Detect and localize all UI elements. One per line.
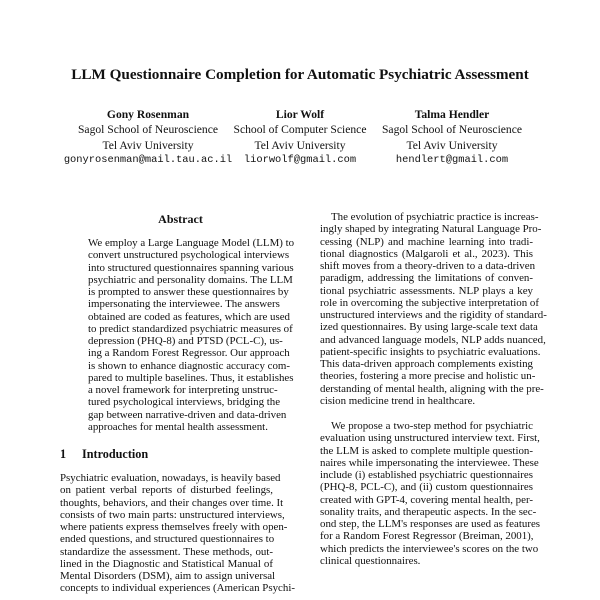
text-line: to predict standardized psychiatric measures of [88, 322, 293, 335]
text-line: Psychiatric evaluation, nowadays, is heavily based [60, 472, 281, 484]
text-line: unstructured interviews and the rigidity of standard- [320, 309, 547, 321]
text-line: cessing (NLP) and machine learning into tradi- [320, 235, 533, 248]
text-line: where patients express themselves freely with open- [60, 521, 288, 533]
text-line: and advanced language models, NLP adds nuanced, [320, 333, 546, 346]
text-line: clinical questionnaires. [320, 554, 421, 567]
text-line: (PHQ-8, PCL-C), and (ii) custom questionnaires [320, 481, 533, 494]
text-line: paradigm, addressing the limitations of conven- [320, 272, 533, 285]
abstract-heading: Abstract [158, 212, 203, 226]
text-line: consists of two main parts: unstructured interviews, [60, 508, 285, 521]
text-line: which predicts the interviewee's scores on the two [320, 542, 539, 555]
text-line: standardize the assessment. These methods, out- [60, 545, 273, 558]
author-name: Lior Wolf [275, 108, 325, 121]
text-line: is prompted to answer these questionnaires by [88, 286, 289, 298]
text-line: Mental Disorders (DSM), aim to assign universal [60, 570, 276, 582]
author-name: Talma Hendler [414, 108, 490, 121]
text-line: approaches for mental health assessment. [88, 420, 268, 433]
text-line: include (i) established psychiatric questionnaires [320, 469, 533, 481]
text-line: ingly shaped by integrating Natural Language Pro- [320, 223, 542, 236]
author-university: Tel Aviv University [254, 138, 346, 152]
text-line: pared to multiple baselines. Thus, it establishes [88, 371, 294, 384]
text-line: evaluation using unstructured interview text. First, [320, 432, 540, 445]
text-line: sonality traits, and therapeutic aspects. In the sec- [320, 505, 537, 518]
author-university: Tel Aviv University [406, 138, 498, 152]
abstract-body [88, 237, 295, 433]
text-line: thoughts, behaviors, and their changes over time. It [60, 496, 284, 509]
text-line: gap between narrative-driven and data-driven [88, 408, 287, 421]
author-university: Tel Aviv University [102, 138, 194, 152]
intro-right-paragraph-2 [320, 420, 541, 567]
text-line: for a Random Forest Regressor (Breiman, 2001), [320, 530, 534, 543]
text-line: patient-specific insights to psychiatric evaluations. [320, 345, 541, 358]
section-heading-introduction [60, 447, 148, 462]
text-line: cision medicine trend in healthcare. [320, 394, 476, 407]
text-line: a novel framework for interpreting unstruc- [88, 384, 278, 396]
section-number: 1 [60, 447, 67, 461]
section-title: Introduction [82, 447, 149, 461]
author-email[interactable]: hendlert@gmail.com [395, 153, 509, 166]
intro-left-paragraph [60, 472, 295, 595]
text-line: We employ a Large Language Model (LLM) to [88, 237, 295, 249]
text-line: The evolution of psychiatric practice is increas- [331, 211, 539, 223]
text-line: ond step, the LLM's responses are used as features [320, 518, 541, 530]
text-line: on patient verbal reports of disturbed feelings, [60, 484, 273, 497]
text-line: is shown to enhance diagnostic accuracy com- [88, 359, 291, 372]
text-line: shift moves from a theory-driven to a data-driven [320, 260, 536, 272]
text-line: naires while impersonating the interviewee. These [320, 456, 539, 469]
text-line: derstanding of mental health, aligning with the pre- [320, 382, 544, 395]
text-line: psychiatric and personality domains. The LLM [88, 273, 293, 286]
text-line: obtained are coded as features, which are used [88, 310, 290, 323]
text-line: tional diagnostics (Malgaroli et al., 2023). This [320, 247, 533, 260]
text-line: role in overcoming the subjective interpretation of [320, 296, 539, 309]
paper-title: LLM Questionnaire Completion for Automatic Psychiatric Assessment [71, 66, 529, 83]
text-line: impersonating the interviewee. The answers [88, 298, 280, 311]
author-affiliation: School of Computer Science [233, 123, 367, 137]
author-email[interactable]: gonyrosenman@mail.tau.ac.il [63, 153, 233, 166]
text-line: the LLM is asked to complete multiple question- [320, 444, 533, 457]
text-line: concepts to individual experiences (American Psychi- [60, 582, 295, 595]
text-line: convert unstructured psychological interviews [88, 249, 290, 262]
text-line: ing a Random Forest Regressor. Our approach [88, 347, 290, 360]
text-line: ended questions, and structured questionnaires to [60, 533, 275, 546]
author-block [362, 107, 542, 168]
text-line: We propose a two-step method for psychiatric [331, 420, 533, 432]
text-line: into structured questionnaires spanning various [88, 261, 294, 274]
text-line: created with GPT-4, covering mental health, per- [320, 493, 533, 506]
author-name: Gony Rosenman [106, 108, 190, 121]
author-email[interactable]: liorwolf@gmail.com [243, 153, 357, 166]
text-line: lined in the Diagnostic and Statistical Manual of [60, 557, 273, 570]
text-line: depression (PHQ-8) and PTSD (PCL-C), us- [88, 335, 283, 347]
text-line: tured psychological interviews, bridging the [88, 396, 281, 409]
author-affiliation: Sagol School of Neuroscience [381, 123, 523, 137]
text-line: theories, fostering a more precise and holistic un- [320, 370, 536, 383]
intro-right-paragraph-1 [320, 211, 547, 407]
text-line: tional psychiatric assessments. NLP plays a key [320, 284, 533, 297]
text-line: ized questionnaires. By using large-scale text data [320, 321, 538, 334]
text-line: This data-driven approach complements existing [320, 358, 533, 370]
author-affiliation: Sagol School of Neuroscience [77, 123, 219, 137]
